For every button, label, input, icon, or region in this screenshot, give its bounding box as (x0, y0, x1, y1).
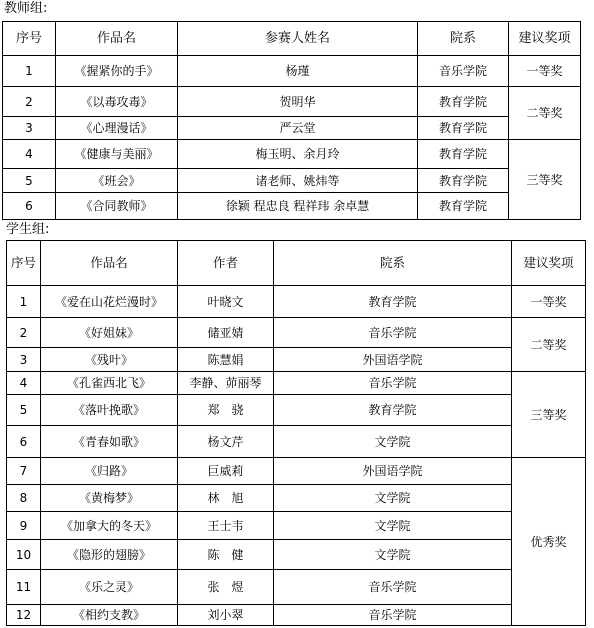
teacher-row-person: 梅玉明、余月玲 (178, 140, 418, 169)
student-row-title: 《乐之灵》 (41, 570, 178, 605)
student-row-title: 《归路》 (41, 458, 178, 485)
student-row-dept: 音乐学院 (274, 605, 512, 626)
teacher-row-title: 《健康与美丽》 (56, 140, 178, 169)
student-header-row (7, 241, 586, 286)
teacher-row-dept: 教育学院 (418, 193, 509, 220)
student-row-no: 9 (7, 512, 41, 540)
teacher-header-dept: 院系 (418, 22, 509, 56)
student-row-title: 《黄梅梦》 (41, 485, 178, 512)
student-row-title: 《落叶挽歌》 (41, 395, 178, 426)
teacher-row-person: 诸老师、姚炜等 (178, 169, 418, 193)
student-row-person: 李静、茆丽琴 (178, 372, 274, 395)
student-row-title: 《加拿大的冬天》 (41, 512, 178, 540)
teacher-row (3, 117, 581, 140)
teacher-row (3, 140, 581, 169)
teacher-row-dept: 教育学院 (418, 117, 509, 140)
student-row-title: 《青春如歌》 (41, 426, 178, 458)
student-row-person: 陈 健 (178, 540, 274, 570)
student-row-no: 2 (7, 318, 41, 348)
student-row-dept: 外国语学院 (274, 348, 512, 372)
student-row-no: 5 (7, 395, 41, 426)
student-row-title: 《爱在山花烂漫时》 (41, 286, 178, 318)
teacher-row (3, 87, 581, 117)
student-row-dept: 文学院 (274, 485, 512, 512)
student-row (7, 485, 586, 512)
student-row-dept: 文学院 (274, 512, 512, 540)
student-row (7, 318, 586, 348)
teacher-header-award: 建议奖项 (509, 22, 581, 56)
teacher-row-title: 《心理漫话》 (56, 117, 178, 140)
student-row-person: 刘小翠 (178, 605, 274, 626)
teacher-row-person: 杨瑾 (178, 56, 418, 87)
teacher-row-title: 《班会》 (56, 169, 178, 193)
student-row (7, 540, 586, 570)
student-row-no: 8 (7, 485, 41, 512)
teacher-row-title: 《握紧你的手》 (56, 56, 178, 87)
teacher-row-title: 《以毒攻毒》 (56, 87, 178, 117)
teacher-row-person: 徐颖 程忠良 程祥玮 余卓慧 (178, 193, 418, 220)
student-row-title: 《好姐妹》 (41, 318, 178, 348)
student-row-dept: 音乐学院 (274, 372, 512, 395)
student-awards-table (6, 240, 586, 626)
teacher-row-dept: 教育学院 (418, 87, 509, 117)
student-header-person: 作者 (178, 241, 274, 286)
student-row-person: 巨威莉 (178, 458, 274, 485)
student-row (7, 348, 586, 372)
student-row-dept: 教育学院 (274, 286, 512, 318)
student-header-dept: 院系 (274, 241, 512, 286)
teacher-row-award: 二等奖 (509, 87, 581, 140)
student-header-award: 建议奖项 (512, 241, 586, 286)
teacher-row-dept: 音乐学院 (418, 56, 509, 87)
student-row-award: 优秀奖 (512, 458, 586, 626)
student-row-dept: 外国语学院 (274, 458, 512, 485)
teacher-header-title: 作品名 (56, 22, 178, 56)
student-row (7, 605, 586, 626)
teacher-header-person: 参赛人姓名 (178, 22, 418, 56)
student-row-title: 《孔雀西北飞》 (41, 372, 178, 395)
student-row-no: 6 (7, 426, 41, 458)
teacher-row-no: 1 (3, 56, 56, 87)
student-row-title: 《残叶》 (41, 348, 178, 372)
teacher-row-award: 三等奖 (509, 140, 581, 220)
student-row-person: 郑 骁 (178, 395, 274, 426)
student-row-no: 3 (7, 348, 41, 372)
student-row-award: 一等奖 (512, 286, 586, 318)
student-row (7, 426, 586, 458)
teacher-row-no: 5 (3, 169, 56, 193)
teacher-row (3, 169, 581, 193)
student-row-person: 杨文芹 (178, 426, 274, 458)
student-row (7, 458, 586, 485)
student-row-person: 张 煜 (178, 570, 274, 605)
student-row-dept: 音乐学院 (274, 318, 512, 348)
student-row-no: 10 (7, 540, 41, 570)
teacher-row-person: 贺明华 (178, 87, 418, 117)
student-row-person: 王士韦 (178, 512, 274, 540)
student-row-person: 陈慧娟 (178, 348, 274, 372)
teacher-row-dept: 教育学院 (418, 140, 509, 169)
teacher-row-dept: 教育学院 (418, 169, 509, 193)
student-row (7, 570, 586, 605)
student-row (7, 286, 586, 318)
student-row-dept: 教育学院 (274, 395, 512, 426)
student-row-person: 储亚婧 (178, 318, 274, 348)
student-row-no: 12 (7, 605, 41, 626)
student-row-dept: 文学院 (274, 426, 512, 458)
student-header-title: 作品名 (41, 241, 178, 286)
teacher-row-no: 2 (3, 87, 56, 117)
student-row-no: 7 (7, 458, 41, 485)
student-row-dept: 音乐学院 (274, 570, 512, 605)
teacher-awards-table (2, 21, 581, 220)
student-row-no: 11 (7, 570, 41, 605)
teacher-row (3, 193, 581, 220)
teacher-row-no: 6 (3, 193, 56, 220)
student-section-label: 学生组: (6, 222, 50, 237)
teacher-row-award: 一等奖 (509, 56, 581, 87)
student-row-award: 二等奖 (512, 318, 586, 372)
student-row (7, 395, 586, 426)
teacher-row-no: 3 (3, 117, 56, 140)
student-row-title: 《隐形的翅膀》 (41, 540, 178, 570)
student-row (7, 512, 586, 540)
student-row-no: 1 (7, 286, 41, 318)
student-row (7, 372, 586, 395)
teacher-row-title: 《合同教师》 (56, 193, 178, 220)
teacher-section-label: 教师组: (4, 1, 48, 16)
teacher-row-no: 4 (3, 140, 56, 169)
student-row-person: 叶晓文 (178, 286, 274, 318)
student-header-no: 序号 (7, 241, 41, 286)
teacher-header-row (3, 22, 581, 56)
student-row-title: 《相约支教》 (41, 605, 178, 626)
student-row-no: 4 (7, 372, 41, 395)
student-row-award: 三等奖 (512, 372, 586, 458)
teacher-header-no: 序号 (3, 22, 56, 56)
teacher-row (3, 56, 581, 87)
student-row-person: 林 旭 (178, 485, 274, 512)
teacher-row-person: 严云堂 (178, 117, 418, 140)
student-row-dept: 文学院 (274, 540, 512, 570)
